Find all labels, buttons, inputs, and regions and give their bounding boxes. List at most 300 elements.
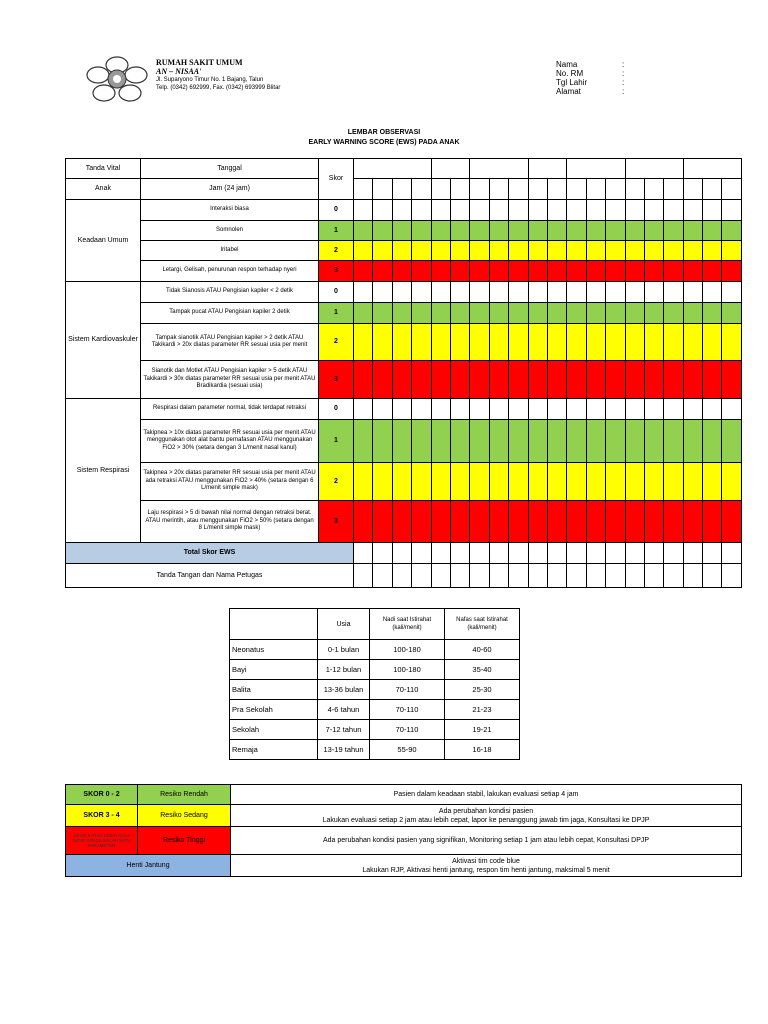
observation-cell[interactable] <box>625 501 644 543</box>
observation-cell[interactable] <box>528 420 547 463</box>
observation-cell[interactable] <box>392 221 411 241</box>
total-cell[interactable] <box>528 543 547 564</box>
observation-cell[interactable] <box>373 282 392 303</box>
observation-cell[interactable] <box>683 361 702 399</box>
observation-cell[interactable] <box>547 221 566 241</box>
observation-cell[interactable] <box>722 463 741 501</box>
signature-cell[interactable] <box>644 564 663 588</box>
total-cell[interactable] <box>664 543 683 564</box>
observation-cell[interactable] <box>470 282 489 303</box>
total-cell[interactable] <box>509 543 528 564</box>
observation-cell[interactable] <box>354 221 373 241</box>
observation-cell[interactable] <box>412 261 431 282</box>
observation-cell[interactable] <box>412 324 431 361</box>
observation-cell[interactable] <box>586 282 605 303</box>
observation-cell[interactable] <box>431 261 450 282</box>
observation-cell[interactable] <box>354 501 373 543</box>
observation-cell[interactable] <box>528 261 547 282</box>
observation-cell[interactable] <box>625 241 644 261</box>
observation-cell[interactable] <box>703 420 722 463</box>
observation-cell[interactable] <box>392 399 411 420</box>
signature-cell[interactable] <box>489 564 508 588</box>
total-cell[interactable] <box>683 543 702 564</box>
signature-cell[interactable] <box>354 564 373 588</box>
signature-cell[interactable] <box>528 564 547 588</box>
observation-cell[interactable] <box>470 420 489 463</box>
observation-cell[interactable] <box>431 324 450 361</box>
observation-cell[interactable] <box>489 501 508 543</box>
observation-cell[interactable] <box>470 463 489 501</box>
observation-cell[interactable] <box>644 420 663 463</box>
observation-cell[interactable] <box>703 324 722 361</box>
observation-cell[interactable] <box>606 324 625 361</box>
observation-cell[interactable] <box>625 282 644 303</box>
hour-cell[interactable] <box>567 179 586 200</box>
observation-cell[interactable] <box>606 420 625 463</box>
hour-cell[interactable] <box>528 179 547 200</box>
total-cell[interactable] <box>606 543 625 564</box>
observation-cell[interactable] <box>373 241 392 261</box>
hour-cell[interactable] <box>354 179 373 200</box>
observation-cell[interactable] <box>664 501 683 543</box>
hour-cell[interactable] <box>703 179 722 200</box>
observation-cell[interactable] <box>373 399 392 420</box>
observation-cell[interactable] <box>664 303 683 324</box>
hour-cell[interactable] <box>373 179 392 200</box>
observation-cell[interactable] <box>722 324 741 361</box>
observation-cell[interactable] <box>528 241 547 261</box>
observation-cell[interactable] <box>703 200 722 221</box>
observation-cell[interactable] <box>509 420 528 463</box>
observation-cell[interactable] <box>528 303 547 324</box>
total-cell[interactable] <box>567 543 586 564</box>
observation-cell[interactable] <box>450 420 469 463</box>
observation-cell[interactable] <box>722 399 741 420</box>
observation-cell[interactable] <box>664 420 683 463</box>
observation-cell[interactable] <box>392 282 411 303</box>
date-cell[interactable] <box>431 159 470 179</box>
observation-cell[interactable] <box>606 200 625 221</box>
observation-cell[interactable] <box>547 324 566 361</box>
observation-cell[interactable] <box>703 282 722 303</box>
hour-cell[interactable] <box>392 179 411 200</box>
observation-cell[interactable] <box>431 501 450 543</box>
observation-cell[interactable] <box>450 221 469 241</box>
observation-cell[interactable] <box>509 282 528 303</box>
total-cell[interactable] <box>722 543 741 564</box>
observation-cell[interactable] <box>392 261 411 282</box>
observation-cell[interactable] <box>450 399 469 420</box>
observation-cell[interactable] <box>431 420 450 463</box>
observation-cell[interactable] <box>644 200 663 221</box>
signature-cell[interactable] <box>509 564 528 588</box>
observation-cell[interactable] <box>470 200 489 221</box>
date-cell[interactable] <box>354 159 432 179</box>
observation-cell[interactable] <box>509 200 528 221</box>
observation-cell[interactable] <box>354 361 373 399</box>
total-cell[interactable] <box>392 543 411 564</box>
observation-cell[interactable] <box>567 282 586 303</box>
observation-cell[interactable] <box>373 303 392 324</box>
observation-cell[interactable] <box>528 221 547 241</box>
observation-cell[interactable] <box>567 241 586 261</box>
date-cell[interactable] <box>567 159 625 179</box>
observation-cell[interactable] <box>664 261 683 282</box>
signature-cell[interactable] <box>703 564 722 588</box>
observation-cell[interactable] <box>489 420 508 463</box>
hour-cell[interactable] <box>606 179 625 200</box>
observation-cell[interactable] <box>606 463 625 501</box>
hour-cell[interactable] <box>625 179 644 200</box>
hour-cell[interactable] <box>450 179 469 200</box>
observation-cell[interactable] <box>489 463 508 501</box>
observation-cell[interactable] <box>509 501 528 543</box>
signature-cell[interactable] <box>606 564 625 588</box>
observation-cell[interactable] <box>509 361 528 399</box>
observation-cell[interactable] <box>586 261 605 282</box>
observation-cell[interactable] <box>547 200 566 221</box>
observation-cell[interactable] <box>644 241 663 261</box>
observation-cell[interactable] <box>606 261 625 282</box>
observation-cell[interactable] <box>644 282 663 303</box>
observation-cell[interactable] <box>470 221 489 241</box>
observation-cell[interactable] <box>392 200 411 221</box>
observation-cell[interactable] <box>528 200 547 221</box>
signature-cell[interactable] <box>547 564 566 588</box>
observation-cell[interactable] <box>586 221 605 241</box>
observation-cell[interactable] <box>722 501 741 543</box>
observation-cell[interactable] <box>683 241 702 261</box>
observation-cell[interactable] <box>373 463 392 501</box>
observation-cell[interactable] <box>547 261 566 282</box>
observation-cell[interactable] <box>470 501 489 543</box>
observation-cell[interactable] <box>392 420 411 463</box>
total-cell[interactable] <box>431 543 450 564</box>
total-cell[interactable] <box>373 543 392 564</box>
total-cell[interactable] <box>625 543 644 564</box>
observation-cell[interactable] <box>586 241 605 261</box>
observation-cell[interactable] <box>664 200 683 221</box>
observation-cell[interactable] <box>683 282 702 303</box>
observation-cell[interactable] <box>528 501 547 543</box>
observation-cell[interactable] <box>450 463 469 501</box>
observation-cell[interactable] <box>664 221 683 241</box>
observation-cell[interactable] <box>567 361 586 399</box>
observation-cell[interactable] <box>664 361 683 399</box>
observation-cell[interactable] <box>470 399 489 420</box>
observation-cell[interactable] <box>586 361 605 399</box>
observation-cell[interactable] <box>664 282 683 303</box>
observation-cell[interactable] <box>625 420 644 463</box>
observation-cell[interactable] <box>722 303 741 324</box>
observation-cell[interactable] <box>509 399 528 420</box>
observation-cell[interactable] <box>586 324 605 361</box>
hour-cell[interactable] <box>722 179 741 200</box>
observation-cell[interactable] <box>547 501 566 543</box>
observation-cell[interactable] <box>412 303 431 324</box>
signature-cell[interactable] <box>373 564 392 588</box>
signature-cell[interactable] <box>664 564 683 588</box>
observation-cell[interactable] <box>470 361 489 399</box>
observation-cell[interactable] <box>509 324 528 361</box>
observation-cell[interactable] <box>392 303 411 324</box>
observation-cell[interactable] <box>625 399 644 420</box>
observation-cell[interactable] <box>373 501 392 543</box>
observation-cell[interactable] <box>703 361 722 399</box>
signature-cell[interactable] <box>625 564 644 588</box>
observation-cell[interactable] <box>354 261 373 282</box>
total-cell[interactable] <box>547 543 566 564</box>
observation-cell[interactable] <box>450 361 469 399</box>
observation-cell[interactable] <box>644 399 663 420</box>
observation-cell[interactable] <box>489 303 508 324</box>
observation-cell[interactable] <box>412 241 431 261</box>
observation-cell[interactable] <box>606 501 625 543</box>
observation-cell[interactable] <box>722 221 741 241</box>
signature-cell[interactable] <box>683 564 702 588</box>
signature-cell[interactable] <box>722 564 741 588</box>
hour-cell[interactable] <box>412 179 431 200</box>
observation-cell[interactable] <box>528 399 547 420</box>
observation-cell[interactable] <box>625 324 644 361</box>
observation-cell[interactable] <box>509 261 528 282</box>
observation-cell[interactable] <box>489 241 508 261</box>
total-cell[interactable] <box>644 543 663 564</box>
observation-cell[interactable] <box>625 361 644 399</box>
observation-cell[interactable] <box>489 361 508 399</box>
hour-cell[interactable] <box>683 179 702 200</box>
observation-cell[interactable] <box>431 221 450 241</box>
observation-cell[interactable] <box>606 282 625 303</box>
observation-cell[interactable] <box>567 261 586 282</box>
observation-cell[interactable] <box>412 463 431 501</box>
observation-cell[interactable] <box>683 463 702 501</box>
hour-cell[interactable] <box>644 179 663 200</box>
observation-cell[interactable] <box>412 200 431 221</box>
observation-cell[interactable] <box>586 463 605 501</box>
observation-cell[interactable] <box>625 303 644 324</box>
date-cell[interactable] <box>470 159 528 179</box>
observation-cell[interactable] <box>683 221 702 241</box>
observation-cell[interactable] <box>450 261 469 282</box>
observation-cell[interactable] <box>373 221 392 241</box>
observation-cell[interactable] <box>703 221 722 241</box>
observation-cell[interactable] <box>644 303 663 324</box>
observation-cell[interactable] <box>470 241 489 261</box>
observation-cell[interactable] <box>683 324 702 361</box>
observation-cell[interactable] <box>528 324 547 361</box>
observation-cell[interactable] <box>412 399 431 420</box>
observation-cell[interactable] <box>664 241 683 261</box>
observation-cell[interactable] <box>683 399 702 420</box>
observation-cell[interactable] <box>547 420 566 463</box>
observation-cell[interactable] <box>703 241 722 261</box>
observation-cell[interactable] <box>373 361 392 399</box>
observation-cell[interactable] <box>431 463 450 501</box>
observation-cell[interactable] <box>489 200 508 221</box>
observation-cell[interactable] <box>489 282 508 303</box>
observation-cell[interactable] <box>489 324 508 361</box>
observation-cell[interactable] <box>528 361 547 399</box>
observation-cell[interactable] <box>567 324 586 361</box>
observation-cell[interactable] <box>354 324 373 361</box>
observation-cell[interactable] <box>683 420 702 463</box>
observation-cell[interactable] <box>354 420 373 463</box>
observation-cell[interactable] <box>450 282 469 303</box>
total-cell[interactable] <box>412 543 431 564</box>
observation-cell[interactable] <box>431 282 450 303</box>
observation-cell[interactable] <box>683 303 702 324</box>
observation-cell[interactable] <box>722 282 741 303</box>
observation-cell[interactable] <box>703 303 722 324</box>
observation-cell[interactable] <box>586 200 605 221</box>
observation-cell[interactable] <box>470 261 489 282</box>
observation-cell[interactable] <box>509 221 528 241</box>
observation-cell[interactable] <box>644 221 663 241</box>
observation-cell[interactable] <box>703 261 722 282</box>
observation-cell[interactable] <box>547 463 566 501</box>
observation-cell[interactable] <box>586 420 605 463</box>
observation-cell[interactable] <box>606 399 625 420</box>
hour-cell[interactable] <box>664 179 683 200</box>
observation-cell[interactable] <box>509 463 528 501</box>
total-cell[interactable] <box>354 543 373 564</box>
observation-cell[interactable] <box>606 241 625 261</box>
observation-cell[interactable] <box>509 303 528 324</box>
observation-cell[interactable] <box>412 501 431 543</box>
observation-cell[interactable] <box>567 501 586 543</box>
signature-cell[interactable] <box>412 564 431 588</box>
observation-cell[interactable] <box>567 420 586 463</box>
observation-cell[interactable] <box>489 261 508 282</box>
observation-cell[interactable] <box>683 261 702 282</box>
observation-cell[interactable] <box>412 420 431 463</box>
observation-cell[interactable] <box>664 399 683 420</box>
observation-cell[interactable] <box>644 463 663 501</box>
hour-cell[interactable] <box>470 179 489 200</box>
hour-cell[interactable] <box>431 179 450 200</box>
observation-cell[interactable] <box>392 324 411 361</box>
observation-cell[interactable] <box>450 303 469 324</box>
observation-cell[interactable] <box>625 261 644 282</box>
observation-cell[interactable] <box>567 399 586 420</box>
observation-cell[interactable] <box>547 361 566 399</box>
observation-cell[interactable] <box>431 399 450 420</box>
signature-cell[interactable] <box>470 564 489 588</box>
observation-cell[interactable] <box>567 463 586 501</box>
observation-cell[interactable] <box>489 221 508 241</box>
observation-cell[interactable] <box>586 303 605 324</box>
observation-cell[interactable] <box>625 463 644 501</box>
observation-cell[interactable] <box>547 241 566 261</box>
observation-cell[interactable] <box>625 200 644 221</box>
observation-cell[interactable] <box>625 221 644 241</box>
observation-cell[interactable] <box>354 200 373 221</box>
total-cell[interactable] <box>450 543 469 564</box>
observation-cell[interactable] <box>722 361 741 399</box>
observation-cell[interactable] <box>450 501 469 543</box>
observation-cell[interactable] <box>644 261 663 282</box>
observation-cell[interactable] <box>683 200 702 221</box>
signature-cell[interactable] <box>431 564 450 588</box>
observation-cell[interactable] <box>470 324 489 361</box>
observation-cell[interactable] <box>392 361 411 399</box>
observation-cell[interactable] <box>528 463 547 501</box>
date-cell[interactable] <box>683 159 741 179</box>
observation-cell[interactable] <box>354 282 373 303</box>
observation-cell[interactable] <box>567 200 586 221</box>
observation-cell[interactable] <box>567 303 586 324</box>
total-cell[interactable] <box>586 543 605 564</box>
observation-cell[interactable] <box>606 303 625 324</box>
date-cell[interactable] <box>528 159 567 179</box>
observation-cell[interactable] <box>683 501 702 543</box>
observation-cell[interactable] <box>644 324 663 361</box>
observation-cell[interactable] <box>431 303 450 324</box>
observation-cell[interactable] <box>547 399 566 420</box>
observation-cell[interactable] <box>392 463 411 501</box>
observation-cell[interactable] <box>431 241 450 261</box>
observation-cell[interactable] <box>606 221 625 241</box>
observation-cell[interactable] <box>450 241 469 261</box>
observation-cell[interactable] <box>644 361 663 399</box>
observation-cell[interactable] <box>373 200 392 221</box>
observation-cell[interactable] <box>354 241 373 261</box>
observation-cell[interactable] <box>664 463 683 501</box>
observation-cell[interactable] <box>412 282 431 303</box>
observation-cell[interactable] <box>354 399 373 420</box>
observation-cell[interactable] <box>586 501 605 543</box>
observation-cell[interactable] <box>354 303 373 324</box>
signature-cell[interactable] <box>586 564 605 588</box>
observation-cell[interactable] <box>547 303 566 324</box>
observation-cell[interactable] <box>489 399 508 420</box>
observation-cell[interactable] <box>373 261 392 282</box>
total-cell[interactable] <box>703 543 722 564</box>
observation-cell[interactable] <box>547 282 566 303</box>
total-cell[interactable] <box>489 543 508 564</box>
signature-cell[interactable] <box>450 564 469 588</box>
hour-cell[interactable] <box>586 179 605 200</box>
hour-cell[interactable] <box>489 179 508 200</box>
observation-cell[interactable] <box>392 501 411 543</box>
observation-cell[interactable] <box>528 282 547 303</box>
observation-cell[interactable] <box>722 200 741 221</box>
hour-cell[interactable] <box>547 179 566 200</box>
observation-cell[interactable] <box>644 501 663 543</box>
observation-cell[interactable] <box>354 463 373 501</box>
observation-cell[interactable] <box>392 241 411 261</box>
observation-cell[interactable] <box>722 241 741 261</box>
observation-cell[interactable] <box>412 221 431 241</box>
observation-cell[interactable] <box>722 261 741 282</box>
observation-cell[interactable] <box>703 463 722 501</box>
observation-cell[interactable] <box>722 420 741 463</box>
observation-cell[interactable] <box>431 361 450 399</box>
observation-cell[interactable] <box>450 200 469 221</box>
date-cell[interactable] <box>625 159 683 179</box>
observation-cell[interactable] <box>586 399 605 420</box>
observation-cell[interactable] <box>450 324 469 361</box>
observation-cell[interactable] <box>470 303 489 324</box>
signature-cell[interactable] <box>567 564 586 588</box>
observation-cell[interactable] <box>412 361 431 399</box>
observation-cell[interactable] <box>703 399 722 420</box>
observation-cell[interactable] <box>606 361 625 399</box>
observation-cell[interactable] <box>664 324 683 361</box>
total-cell[interactable] <box>470 543 489 564</box>
observation-cell[interactable] <box>431 200 450 221</box>
